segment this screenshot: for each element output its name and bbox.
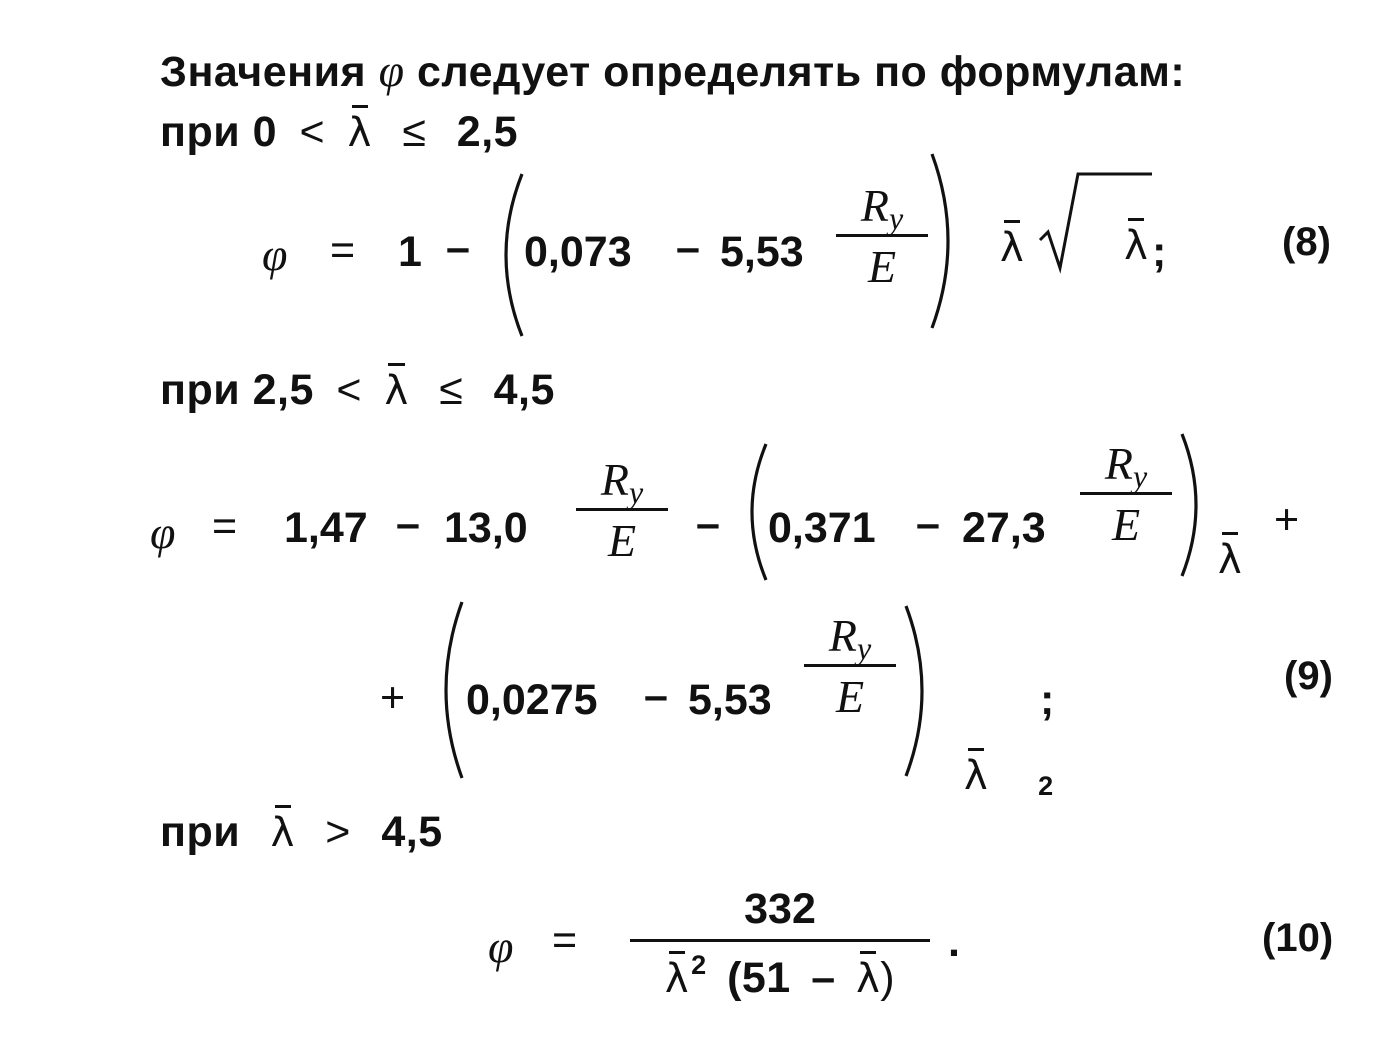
f8-lambda-sqrt: λ [1124, 226, 1148, 266]
f8-minus: – [446, 224, 470, 272]
f9-fraction-2-bar [1080, 492, 1172, 495]
f9-l2-minus: – [644, 672, 668, 720]
f8-minus2: – [676, 224, 700, 272]
f9-minus2: – [696, 500, 720, 548]
f9-plus-start: + [380, 674, 406, 722]
f9-minus: – [396, 500, 420, 548]
cond3-pri: при [160, 808, 241, 856]
f9-left-paren-1 [736, 440, 772, 584]
f9-c2: 13,0 [444, 504, 528, 552]
cond2-lo: 2,5 [252, 366, 314, 414]
f8-eq: = [330, 226, 356, 274]
f8-one: 1 [398, 228, 422, 276]
f10-fraction-bar [630, 939, 930, 942]
f9-semicolon: ; [1040, 676, 1055, 724]
f8-e: E [867, 241, 897, 293]
f9-fraction-3-bar [804, 664, 896, 667]
cond1-hi: 2,5 [456, 108, 519, 156]
cond1-lo: 0 [252, 108, 278, 156]
cond2-lambda: λ [384, 371, 408, 411]
f9-fraction-2 [1080, 440, 1172, 550]
f10-number: (10) [1262, 916, 1334, 960]
f9-right-paren-1 [1176, 430, 1212, 580]
condition-1 [160, 108, 518, 157]
f9-e-2: E [1111, 499, 1141, 551]
f8-fraction [836, 182, 928, 292]
f8-c2: 5,53 [720, 228, 804, 276]
f8-number: (8) [1282, 220, 1331, 264]
cond3-lambda: λ [271, 813, 295, 853]
f10-minus: – [811, 954, 836, 1003]
f10-lambda-2: λ [856, 959, 880, 999]
f9-number: (9) [1284, 654, 1333, 698]
cond2-le: ≤ [439, 366, 464, 414]
intro-line [160, 44, 1185, 97]
intro-suffix: следует определять по формулам: [417, 48, 1186, 96]
f9-lambda: λ [1218, 540, 1242, 580]
f10-phi: φ [488, 921, 514, 972]
f8-phi: φ [262, 229, 288, 280]
f10-denominator [664, 950, 896, 1003]
intro-prefix: Значения [160, 48, 367, 96]
f8-ry: Ry [860, 180, 904, 236]
f9-l2-c1: 0,0275 [466, 676, 598, 724]
condition-3 [160, 808, 443, 857]
f9-eq: = [212, 502, 238, 550]
cond3-gt: > [325, 808, 351, 856]
cond2-pri: при [160, 366, 241, 414]
f9-ry-2: Ry [1104, 438, 1148, 494]
intro-phi: φ [378, 45, 405, 96]
f9-e-1: E [607, 515, 637, 567]
f9-ry-1: Ry [600, 454, 644, 510]
f9-fraction-1 [576, 456, 668, 566]
f10-fraction [630, 886, 930, 1003]
f10-open: (51 [727, 954, 791, 1003]
cond1-le: ≤ [402, 108, 427, 156]
f10-eq: = [552, 916, 578, 964]
f9-c3: 0,371 [768, 504, 876, 552]
f10-square: 2 [691, 950, 707, 981]
cond1-lambda: λ [348, 113, 372, 153]
condition-2 [160, 366, 555, 415]
f9-e-3: E [835, 671, 865, 723]
f8-left-paren [488, 170, 528, 340]
f9-ry-3: Ry [828, 610, 872, 666]
f9-minus3: – [916, 500, 940, 548]
f9-left-paren-2 [428, 598, 468, 782]
f10-lambda: λ [665, 959, 689, 999]
f9-lambda-2: λ [964, 756, 988, 796]
f10-close: ) [880, 954, 896, 1003]
f10-period: . [948, 918, 960, 966]
cond1-pri: при [160, 108, 241, 156]
cond2-hi: 4,5 [493, 366, 555, 414]
f9-square: 2 [1038, 771, 1054, 801]
f8-fraction-bar [836, 234, 928, 237]
cond2-lt: < [336, 366, 362, 414]
f10-numerator: 332 [744, 885, 816, 933]
f9-fraction-3 [804, 612, 896, 722]
f9-fraction-1-bar [576, 508, 668, 511]
f9-right-paren-2 [900, 602, 940, 780]
f9-phi: φ [150, 507, 176, 558]
f8-semicolon: ; [1152, 228, 1167, 276]
f9-c4: 27,3 [962, 504, 1046, 552]
f9-plus-end: + [1274, 496, 1300, 544]
f8-right-paren [926, 150, 966, 332]
cond3-hi: 4,5 [381, 808, 443, 856]
f9-l2-c2: 5,53 [688, 676, 772, 724]
f9-c1: 1,47 [284, 504, 368, 552]
f8-lambda: λ [1000, 228, 1024, 268]
cond1-lt: < [299, 108, 326, 156]
f8-c1: 0,073 [524, 228, 632, 276]
